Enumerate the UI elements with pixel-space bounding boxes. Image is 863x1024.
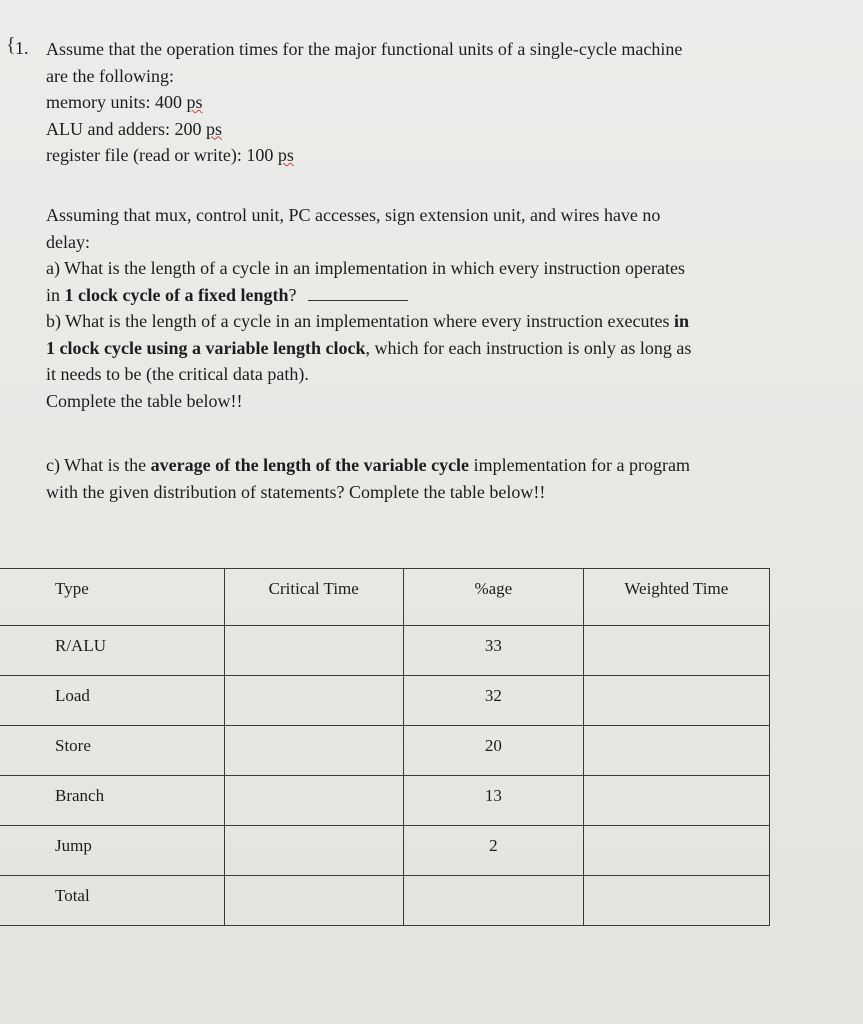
row-weighted-time[interactable] [583, 876, 769, 926]
row-weighted-time[interactable] [583, 826, 769, 876]
row-percentage: 13 [403, 776, 583, 826]
row-weighted-time[interactable] [583, 676, 769, 726]
assumption-line-1: Assuming that mux, control unit, PC accesses, sign extension unit, and wires have no [46, 205, 661, 225]
question-number: 1. [15, 38, 29, 58]
table-row [0, 626, 770, 676]
row-critical-time[interactable] [224, 626, 403, 676]
part-b-line-3: it needs to be (the critical data path). [46, 364, 309, 384]
row-percentage: 32 [403, 676, 583, 726]
row-percentage: 33 [403, 626, 583, 676]
row-type: Jump [0, 826, 224, 876]
time-register-file: register file (read or write): 100 ps [46, 145, 294, 165]
part-b-line-1: b) What is the length of a cycle in an implementation where every instruction executes in [46, 311, 689, 331]
row-type: Total [0, 876, 224, 926]
intro-line-2: are the following: [46, 65, 174, 86]
row-type: R/ALU [0, 626, 224, 676]
header-weighted-time: Weighted Time [583, 569, 769, 626]
row-type: Branch [0, 776, 224, 826]
question-intro [46, 36, 781, 169]
time-alu: ALU and adders: 200 ps [46, 118, 222, 139]
row-weighted-time[interactable] [583, 726, 769, 776]
row-type: Store [0, 726, 224, 776]
table-row [0, 776, 770, 826]
header-type: Type [0, 569, 224, 626]
margin-bracket: { [6, 34, 16, 56]
row-critical-time[interactable] [224, 826, 403, 876]
row-critical-time[interactable] [224, 676, 403, 726]
part-a-line-1: a) What is the length of a cycle in an implementation in which every instruction operates [46, 258, 685, 278]
answer-blank-a[interactable] [308, 286, 408, 301]
time-memory: memory units: 400 ps [46, 92, 203, 112]
row-percentage [403, 876, 583, 926]
table-row [0, 826, 770, 876]
header-percentage: %age [403, 569, 583, 626]
question-part-c [46, 452, 781, 505]
row-critical-time[interactable] [224, 726, 403, 776]
question-parts-ab [46, 202, 781, 414]
table-row [0, 726, 770, 776]
assumption-line-2: delay: [46, 231, 90, 252]
part-b-line-2: 1 clock cycle using a variable length clock, which for each instruction is only as long as [46, 337, 692, 358]
row-percentage: 20 [403, 726, 583, 776]
row-weighted-time[interactable] [583, 626, 769, 676]
row-type: Load [0, 676, 224, 726]
header-critical-time: Critical Time [224, 569, 403, 626]
table-row [0, 676, 770, 726]
table-header-row [0, 569, 770, 626]
row-critical-time[interactable] [224, 876, 403, 926]
part-c-line-1: c) What is the average of the length of the variable cycle implementation for a program [46, 455, 690, 475]
table-row [0, 876, 770, 926]
part-c-line-2: with the given distribution of statements? Complete the table below!! [46, 481, 546, 502]
intro-line-1: Assume that the operation times for the major functional units of a single-cycle machine [46, 39, 683, 59]
part-a-line-2: in 1 clock cycle of a fixed length? [46, 282, 781, 309]
row-percentage: 2 [403, 826, 583, 876]
row-weighted-time[interactable] [583, 776, 769, 826]
row-critical-time[interactable] [224, 776, 403, 826]
part-b-line-4: Complete the table below!! [46, 390, 243, 411]
cycle-time-table [0, 568, 770, 926]
